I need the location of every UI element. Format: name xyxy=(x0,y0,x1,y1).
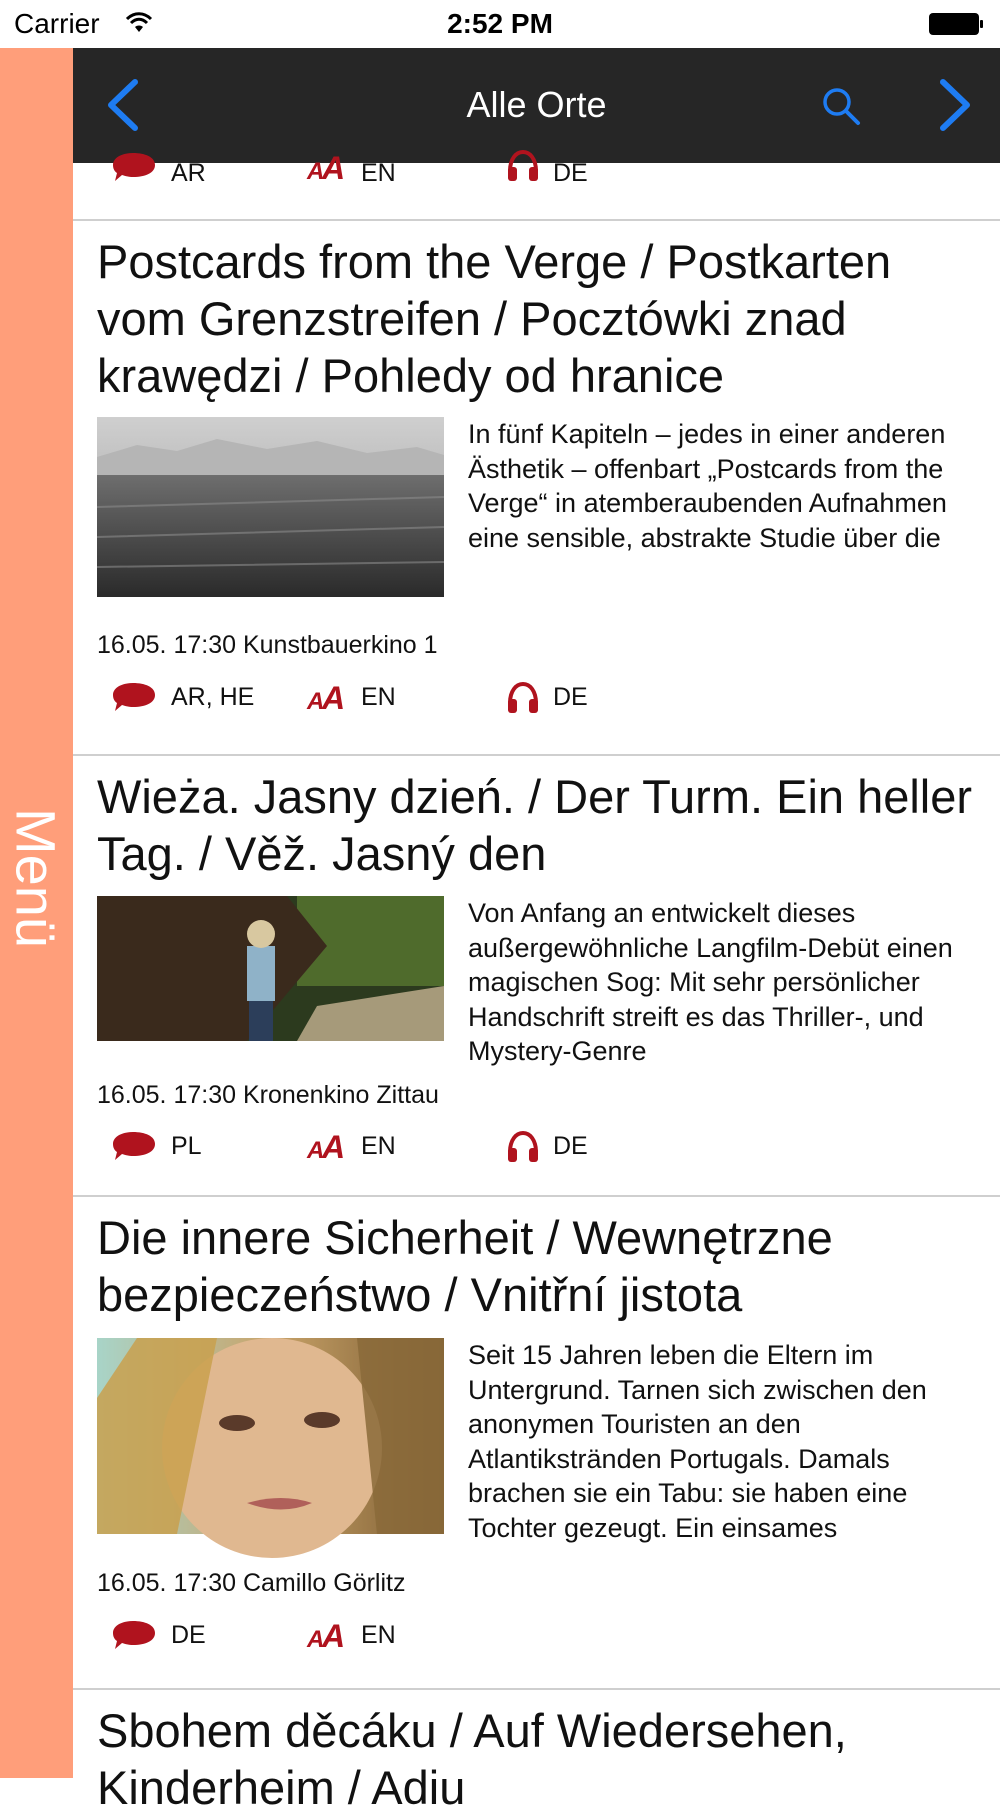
list-item[interactable] xyxy=(73,756,1000,1160)
subtitles-icon xyxy=(307,151,357,185)
language-row: DE EN xyxy=(97,1615,977,1655)
carrier-label: Carrier xyxy=(14,8,100,39)
list-item[interactable] xyxy=(73,221,1000,711)
page-title: Alle Orte xyxy=(466,84,607,125)
subtitles-icon xyxy=(307,681,357,715)
event-title: Postcards from the Verge / Postkarten vom Grenzstreifen / Pocztówki znad krawędzi / Pohledy od hranice xyxy=(97,235,892,402)
subtitles-icon xyxy=(307,1130,357,1164)
subtitles-icon xyxy=(307,1619,357,1653)
event-title: Wieża. Jasny dzień. / Der Turm. Ein heller Tag. / Věž. Jasný den xyxy=(97,770,973,880)
speech-bubble-icon xyxy=(109,1619,159,1653)
event-thumbnail xyxy=(97,1338,444,1534)
side-menu-tab[interactable] xyxy=(0,48,73,1778)
search-icon[interactable] xyxy=(821,86,861,126)
event-thumbnail xyxy=(97,896,444,1041)
speech-bubble-icon xyxy=(109,1130,159,1164)
headphones-icon xyxy=(503,1130,543,1166)
event-datetime-venue: 16.05. 17:30 Kunstbauerkino 1 xyxy=(97,631,438,659)
event-datetime-venue: 16.05. 17:30 Kronenkino Zittau xyxy=(97,1081,439,1109)
event-description: Von Anfang an entwickelt dieses außergewöhnliche Langfilm-Debüt einen magischen Sog: Mit sehr persönlicher Handschrift streift es das Thriller-, und Mystery-Genre xyxy=(468,898,953,1066)
event-thumbnail xyxy=(97,417,444,597)
list-item[interactable] xyxy=(73,1690,1000,1814)
event-description: In fünf Kapiteln – jedes in einer anderen Ästhetik – offenbart „Postcards from the Verge“ in atemberaubenden Aufnahmen eine sensible, abstrakte Studie über die xyxy=(468,419,947,553)
language-row: AR, HE EN DE xyxy=(97,677,977,717)
status-time: 2:52 PM xyxy=(447,8,553,39)
language-row: PL EN DE xyxy=(97,1126,977,1166)
headphones-icon xyxy=(503,149,543,185)
event-datetime-venue: 16.05. 17:30 Camillo Görlitz xyxy=(97,1569,406,1597)
speech-bubble-icon xyxy=(109,681,159,715)
event-list[interactable] xyxy=(73,159,1000,1814)
headphones-icon xyxy=(503,681,543,717)
battery-icon xyxy=(928,12,984,36)
event-title: Die innere Sicherheit / Wewnętrzne bezpieczeństwo / Vnitřní jistota xyxy=(97,1211,833,1321)
status-bar xyxy=(0,0,1000,48)
navigation-bar xyxy=(73,48,1000,163)
speech-bubble-icon xyxy=(109,151,159,185)
event-title: Sbohem děcáku / Auf Wiedersehen, Kinderheim / Adiu xyxy=(97,1704,847,1814)
list-item[interactable] xyxy=(73,1197,1000,1649)
event-description: Seit 15 Jahren leben die Eltern im Untergrund. Tarnen sich zwischen den anonymen Touristen an den Atlantikstränden Portugals. Damals brachen sie ein Tabu: sie haben eine Tochter gezeugt. Ein einsames xyxy=(468,1340,927,1543)
forward-chevron-icon[interactable] xyxy=(935,78,975,132)
language-row: AR EN DE xyxy=(97,163,977,203)
side-menu-label: Menü xyxy=(4,807,68,949)
